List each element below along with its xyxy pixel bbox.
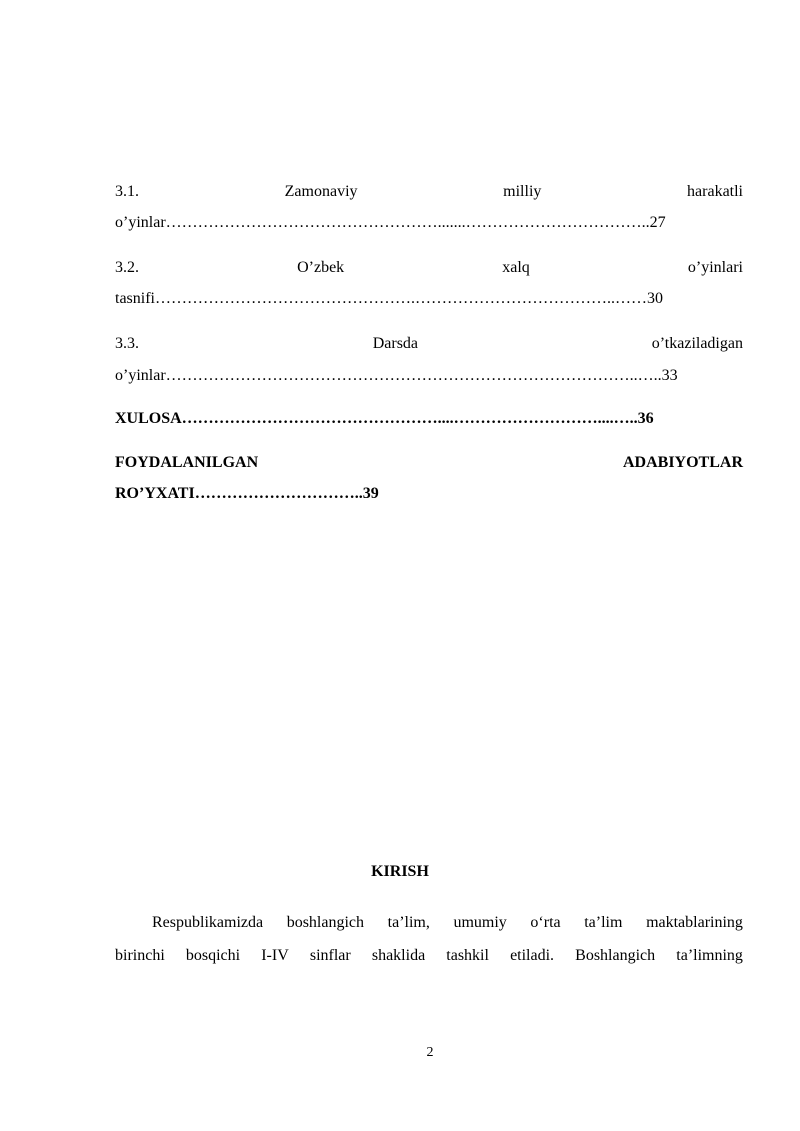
paragraph-word: o‘rta: [530, 914, 561, 931]
paragraph-word: ta’lim: [584, 914, 623, 931]
toc-entry-references-word: FOYDALANILGAN: [115, 454, 259, 471]
toc-entry-3-3-word: o’tkaziladigan: [651, 335, 743, 352]
paragraph-line-2: [115, 946, 743, 966]
paragraph-word: sinflar: [309, 947, 351, 964]
toc-entry-references-line1: [115, 453, 743, 473]
toc-entry-3-1-line2: o’yinlar…………………………………………….......……………………………..27: [115, 214, 666, 231]
toc-entry-3-1-word: harakatli: [687, 183, 743, 200]
paragraph-word: shaklida: [371, 947, 426, 964]
paragraph-word: Respublikamizda: [152, 914, 264, 931]
toc-entry-xulosa: XULOSA…………………………………………....………………………....…..36: [115, 410, 654, 427]
paragraph-word: ta’lim,: [387, 914, 430, 931]
paragraph-word: bosqichi: [185, 947, 241, 964]
paragraph-word: boshlangich: [286, 914, 365, 931]
paragraph-word: umumiy: [453, 914, 507, 931]
paragraph-line-1: [152, 913, 743, 933]
toc-entry-3-3-line2: o’yinlar……………………………………………………………………………..…..33: [115, 367, 678, 384]
paragraph-word: maktablarining: [646, 914, 743, 931]
paragraph-word: tashkil: [446, 947, 489, 964]
toc-entry-references-line2: RO’YXATI…………………………..39: [115, 485, 379, 502]
toc-entry-3-1-line1: [115, 182, 743, 202]
toc-entry-3-2-word: O’zbek: [297, 259, 345, 276]
paragraph-word: Boshlangich: [575, 947, 656, 964]
toc-entry-3-2-line2: tasnifi………………………………………….………………………………..……30: [115, 290, 663, 307]
toc-entry-3-2-line1: [115, 258, 743, 278]
toc-entry-3-3-word: Darsda: [372, 335, 419, 352]
paragraph-word: I-IV: [261, 947, 289, 964]
paragraph-word: birinchi: [115, 947, 165, 964]
page-number: 2: [426, 1045, 434, 1060]
toc-entry-3-2-word: xalq: [502, 259, 530, 276]
toc-entry-3-2-number: 3.2.: [115, 259, 139, 276]
toc-entry-3-1-word: milliy: [503, 183, 542, 200]
paragraph-word: ta’limning: [676, 947, 743, 964]
paragraph-word: etiladi.: [510, 947, 555, 964]
toc-entry-3-3-number: 3.3.: [115, 335, 139, 352]
toc-entry-3-2-word: o’yinlari: [687, 259, 743, 276]
toc-entry-references-word: ADABIYOTLAR: [622, 454, 743, 471]
toc-entry-3-1-word: Zamonaviy: [284, 183, 358, 200]
toc-entry-3-3-line1: [115, 334, 743, 354]
section-heading: KIRISH: [371, 863, 429, 880]
toc-entry-3-1-number: 3.1.: [115, 183, 139, 200]
